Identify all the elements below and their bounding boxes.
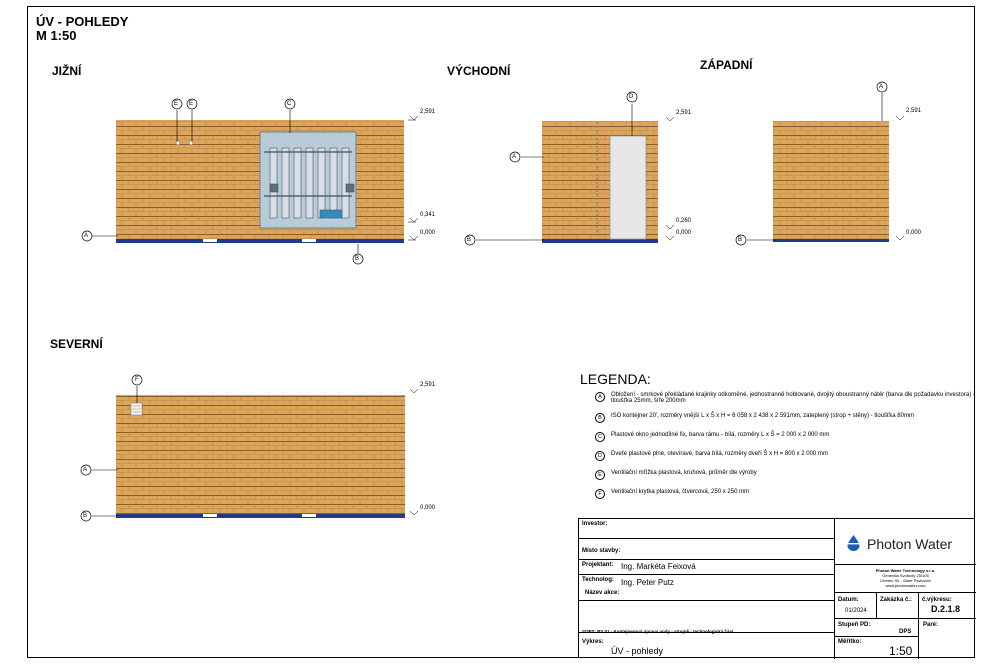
tb-date: Datum: 01/2024 [835,593,877,619]
view-title-east: VÝCHODNÍ [447,64,511,78]
east-base [542,239,658,243]
legend-item: F Ventilační krytka plastová, čtvercová, 250 x 250 mm [595,489,975,499]
callout-b-west: B [738,237,743,243]
west-cladding [773,121,889,239]
callout-b-north: B [83,513,88,519]
level-label: 0,260 [676,218,692,224]
level-label: 2,591 [676,110,692,116]
level-label: 0,000 [906,230,922,236]
tb-investor: Investor: [579,519,835,539]
tb-drawing: Výkres: ÚV - pohledy [579,633,835,659]
level-label: 0,000 [420,505,436,511]
tb-action: SOPS: PS 01 - Kontejnerová úprava vody - strojně - technologická část [579,601,835,633]
level-label: 2,591 [420,382,436,388]
water-drop-icon [847,535,860,551]
south-elevation [92,110,416,254]
drawing-title: ÚV - POHLEDY [36,14,129,29]
callout-a-east: A [512,154,517,160]
callout-e-1: E [174,101,179,107]
title-block [578,518,975,658]
north-vent-cover [131,403,142,415]
east-door [610,136,646,239]
west-base [773,239,889,242]
tb-designer: Projektant: Ing. Markéta Feixová [579,560,835,575]
callout-a-north: A [83,467,88,473]
callout-f: F [135,377,139,383]
legend-item: C Plastové okno jednodílné fix, barva rámu - bílá, rozměry L x Š = 2 000 x 2 000 mm [595,432,975,442]
level-label: 0,000 [676,230,692,236]
tb-copy: Paré: [923,622,939,628]
callout-a-south: A [84,233,89,239]
callout-c: C [287,101,292,107]
legend-title: LEGENDA: [580,371,651,387]
tb-stage: Stupeň PD: DPS [835,619,919,637]
west-elevation [747,93,889,242]
tb-company: Photon Water Technology s.r.o. Generála Svobody 25/105 Liberec XII - Staré Pavlovice www.photonwater.com [835,565,976,593]
level-label: 0,341 [420,212,436,218]
south-base [116,239,404,243]
callout-d: D [629,94,634,100]
callout-e-2: E [189,101,194,107]
tb-technologist: Technolog: Ing. Peter Putz Název akce: [579,575,835,601]
tb-order: Zakázka č.: [877,593,919,619]
view-title-south: JIŽNÍ [52,64,82,78]
north-elevation [92,386,405,518]
legend-item: E Ventilační mřížka plastová, kruhová, průměr dle výroby [595,470,975,480]
north-base [116,514,405,518]
drawing-scale: M 1:50 [36,28,77,43]
tb-logo: Photon Water [835,519,976,565]
level-label: 0,000 [420,230,436,236]
view-title-north: SEVERNÍ [50,337,103,351]
tb-drawing-no: č.výkresu: D.2.1.8 [919,593,976,619]
callout-b-south: B [355,256,360,262]
east-elevation [476,104,658,243]
north-cladding [116,395,405,514]
callout-a-west: A [879,84,884,90]
callout-b-east: B [467,237,472,243]
legend-item: B ISO kontejner 20', rozměry vnější L x Š x H = 6 058 x 2 438 x 2 591mm, zateplený (strop + stěny) - tloušťka 80mm [595,413,975,423]
level-label: 2,591 [420,109,436,115]
legend-item: D Dveře plastové plné, otevíravé, barva bílá, rozměry dveří Š x H = 800 x 2 000 mm [595,451,975,461]
legend-item: A Obložení - smrkové překládané krajinky odkorněné, jednostranně hoblované, dvojitý oboustranný nátěr (barva dle požadavku investora) - tloušťka 25mm, šíře 200mm [595,392,975,404]
view-title-west: ZÁPADNÍ [700,58,753,72]
tb-site: Místo stavby: [579,539,835,560]
tb-scale: Měřítko: 1:50 [835,637,919,659]
level-label: 2,591 [906,108,922,114]
